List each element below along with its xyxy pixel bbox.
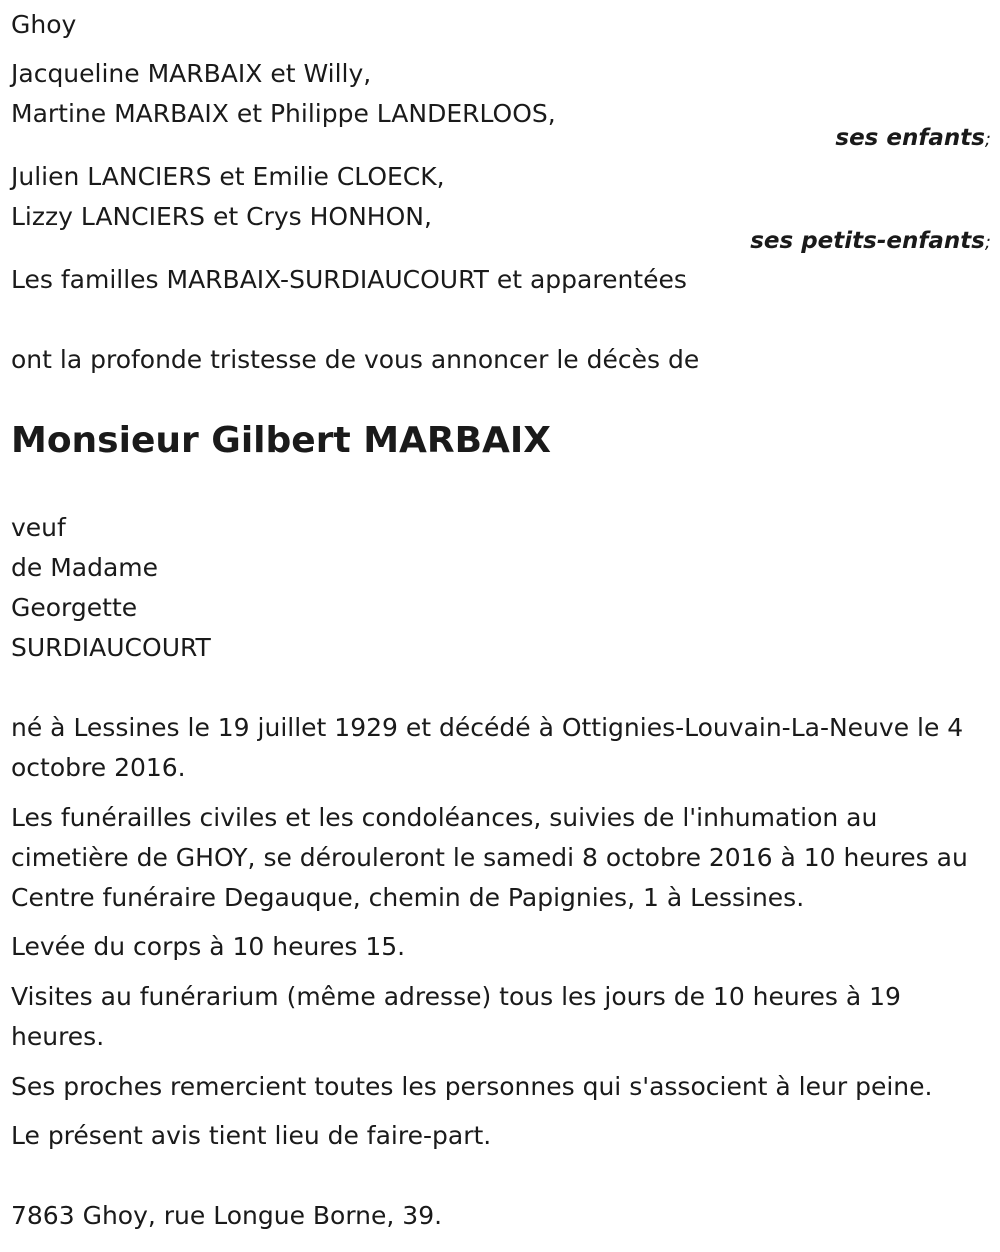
child-line-2: Martine MARBAIX et Philippe LANDERLOOS,	[11, 99, 556, 128]
visits-paragraph: Visites au funérarium (même adresse) tous les jours de 10 heures à 19 heures.	[11, 982, 901, 1051]
location: Ghoy	[11, 10, 77, 39]
widower-line-3: Georgette	[11, 593, 138, 622]
grandchild-line-1: Julien LANCIERS et Emilie CLOECK,	[11, 162, 445, 191]
children-label	[835, 123, 991, 155]
birth-death-paragraph: né à Lessines le 19 juillet 1929 et décédé à Ottignies-Louvain-La-Neuve le 4 octobre 2016.	[11, 713, 964, 782]
widower-line-4: SURDIAUCOURT	[11, 633, 211, 662]
notice-line: Le présent avis tient lieu de faire-part.	[11, 1121, 492, 1150]
grandchildren-label	[750, 226, 991, 258]
grandchild-line-2: Lizzy LANCIERS et Crys HONHON,	[11, 202, 432, 231]
families-line: Les familles MARBAIX-SURDIAUCOURT et apparentées	[11, 265, 687, 294]
grandchildren-label-text: ses petits-enfants	[750, 228, 985, 254]
widower-line-1: veuf	[11, 513, 66, 542]
deceased-name: Monsieur Gilbert MARBAIX	[11, 420, 552, 461]
thanks-line: Ses proches remercient toutes les personnes qui s'associent à leur peine.	[11, 1072, 933, 1101]
children-label-text: ses enfants	[835, 125, 985, 151]
widower-line-2: de Madame	[11, 553, 159, 582]
address-line: 7863 Ghoy, rue Longue Borne, 39.	[11, 1201, 443, 1230]
children-label-suffix: ;	[984, 129, 991, 150]
levee-line: Levée du corps à 10 heures 15.	[11, 932, 406, 961]
child-line-1: Jacqueline MARBAIX et Willy,	[11, 59, 372, 88]
grandchildren-label-suffix: ;	[984, 232, 991, 253]
announcement: ont la profonde tristesse de vous annoncer le décès de	[11, 345, 700, 374]
funeral-paragraph: Les funérailles civiles et les condoléances, suivies de l'inhumation au cimetière de GHOY, se dérouleront le samedi 8 octobre 2016 à 10 heures au Centre funéraire Degauque, chemin de Papignies, 1 à Lessines.	[11, 803, 968, 912]
